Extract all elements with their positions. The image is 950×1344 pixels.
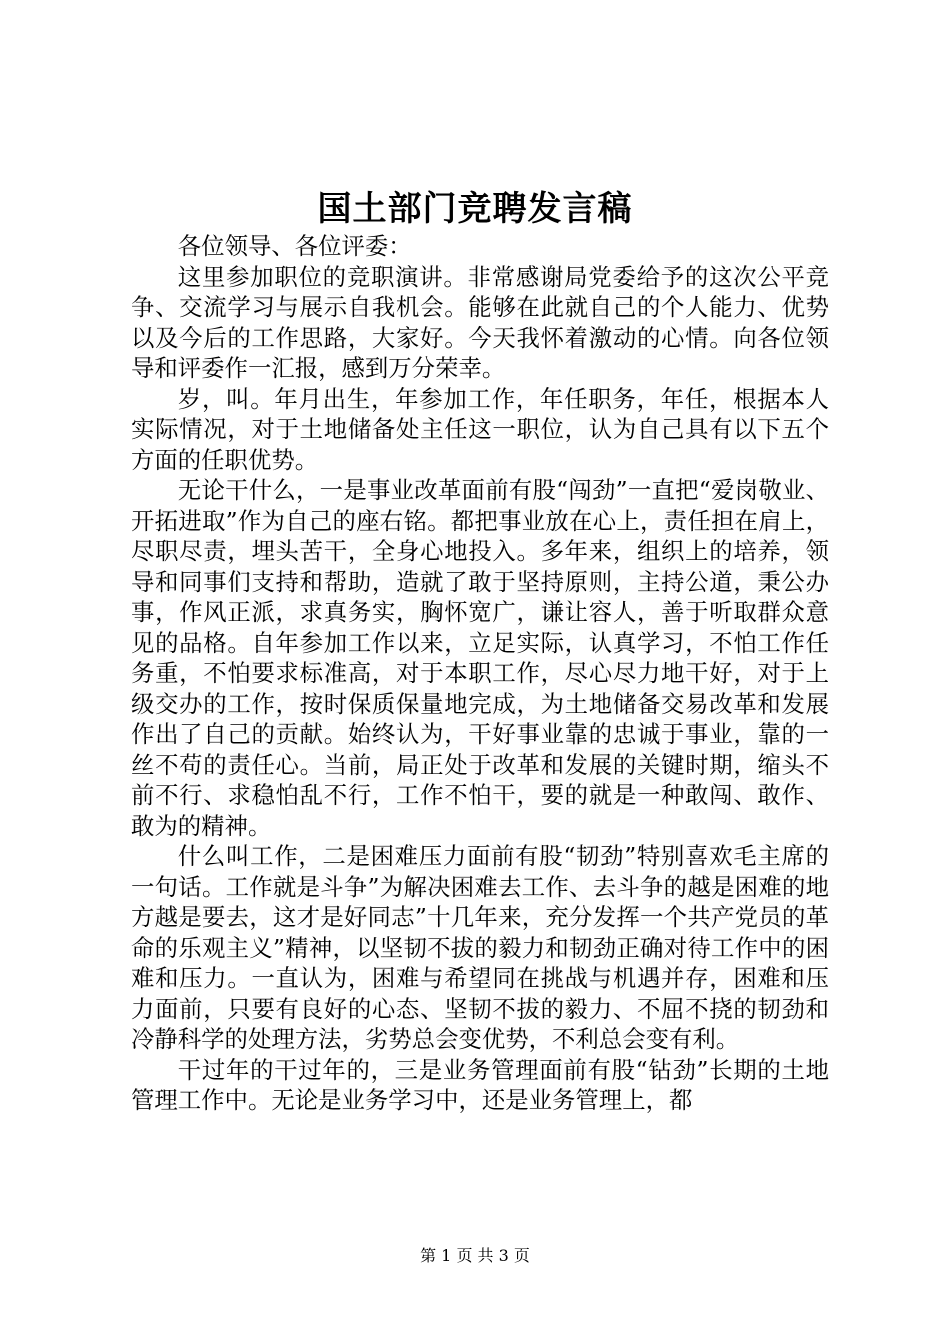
paragraph-5: 干过年的干过年的，三是业务管理面前有股“钻劲”长期的土地管理工作中。无论是业务学习中，还是业务管理上，都 [131, 1055, 829, 1114]
paragraph-4: 什么叫工作，二是困难压力面前有股“韧劲”特别喜欢毛主席的一句话。工作就是斗争”为解决困难去工作、去斗争的越是困难的地方越是要去，这才是好同志”十几年来，充分发挥一个共产党员的革命的乐观主义”精神，以坚韧不拔的毅力和韧劲正确对待工作中的困难和压力。一直认为，困难与希望同在挑战与机遇并存，困难和压力面前，只要有良好的心态、坚韧不拔的毅力、不屈不挠的韧劲和冷静科学的处理方法，劣势总会变优势，不利总会变有利。 [131, 842, 829, 1053]
paragraph-2: 岁，叫。年月出生，年参加工作，年任职务，年任，根据本人实际情况，对于土地储备处主任这一职位，认为自己具有以下五个方面的任职优势。 [131, 384, 829, 474]
page-footer: 第 1 页 共 3 页 [420, 1246, 530, 1265]
document-title: 国土部门竞聘发言稿 [317, 189, 633, 229]
paragraph-3: 无论干什么，一是事业改革面前有股“闯劲”一直把“爱岗敬业、开拓进取”作为自己的座右铭。都把事业放在心上，责任担在肩上，尽职尽责，埋头苦干，全身心地投入。多年来，组织上的培养，领导和同事们支持和帮助，造就了敢于坚持原则，主持公道，秉公办事，作风正派，求真务实，胸怀宽广，谦让容人，善于听取群众意见的品格。自年参加工作以来，立足实际，认真学习，不怕工作任务重，不怕要求标准高，对于本职工作，尽心尽力地干好，对于上级交办的工作，按时保质保量地完成，为土地储备交易改革和发展作出了自己的贡献。始终认为，干好事业靠的忠诚于事业，靠的一丝不苟的责任心。当前，局正处于改革和发展的关键时期，缩头不前不行、求稳怕乱不行，工作不怕干，要的就是一种敢闯、敢作、敢为的精神。 [131, 476, 829, 840]
document-body [131, 231, 829, 1116]
paragraph-1: 这里参加职位的竞职演讲。非常感谢局党委给予的这次公平竞争、交流学习与展示自我机会。能够在此就自己的个人能力、优势以及今后的工作思路，大家好。今天我怀着激动的心情。向各位领导和评委作一汇报，感到万分荣幸。 [131, 262, 829, 382]
salutation: 各位领导、各位评委： [177, 232, 412, 260]
